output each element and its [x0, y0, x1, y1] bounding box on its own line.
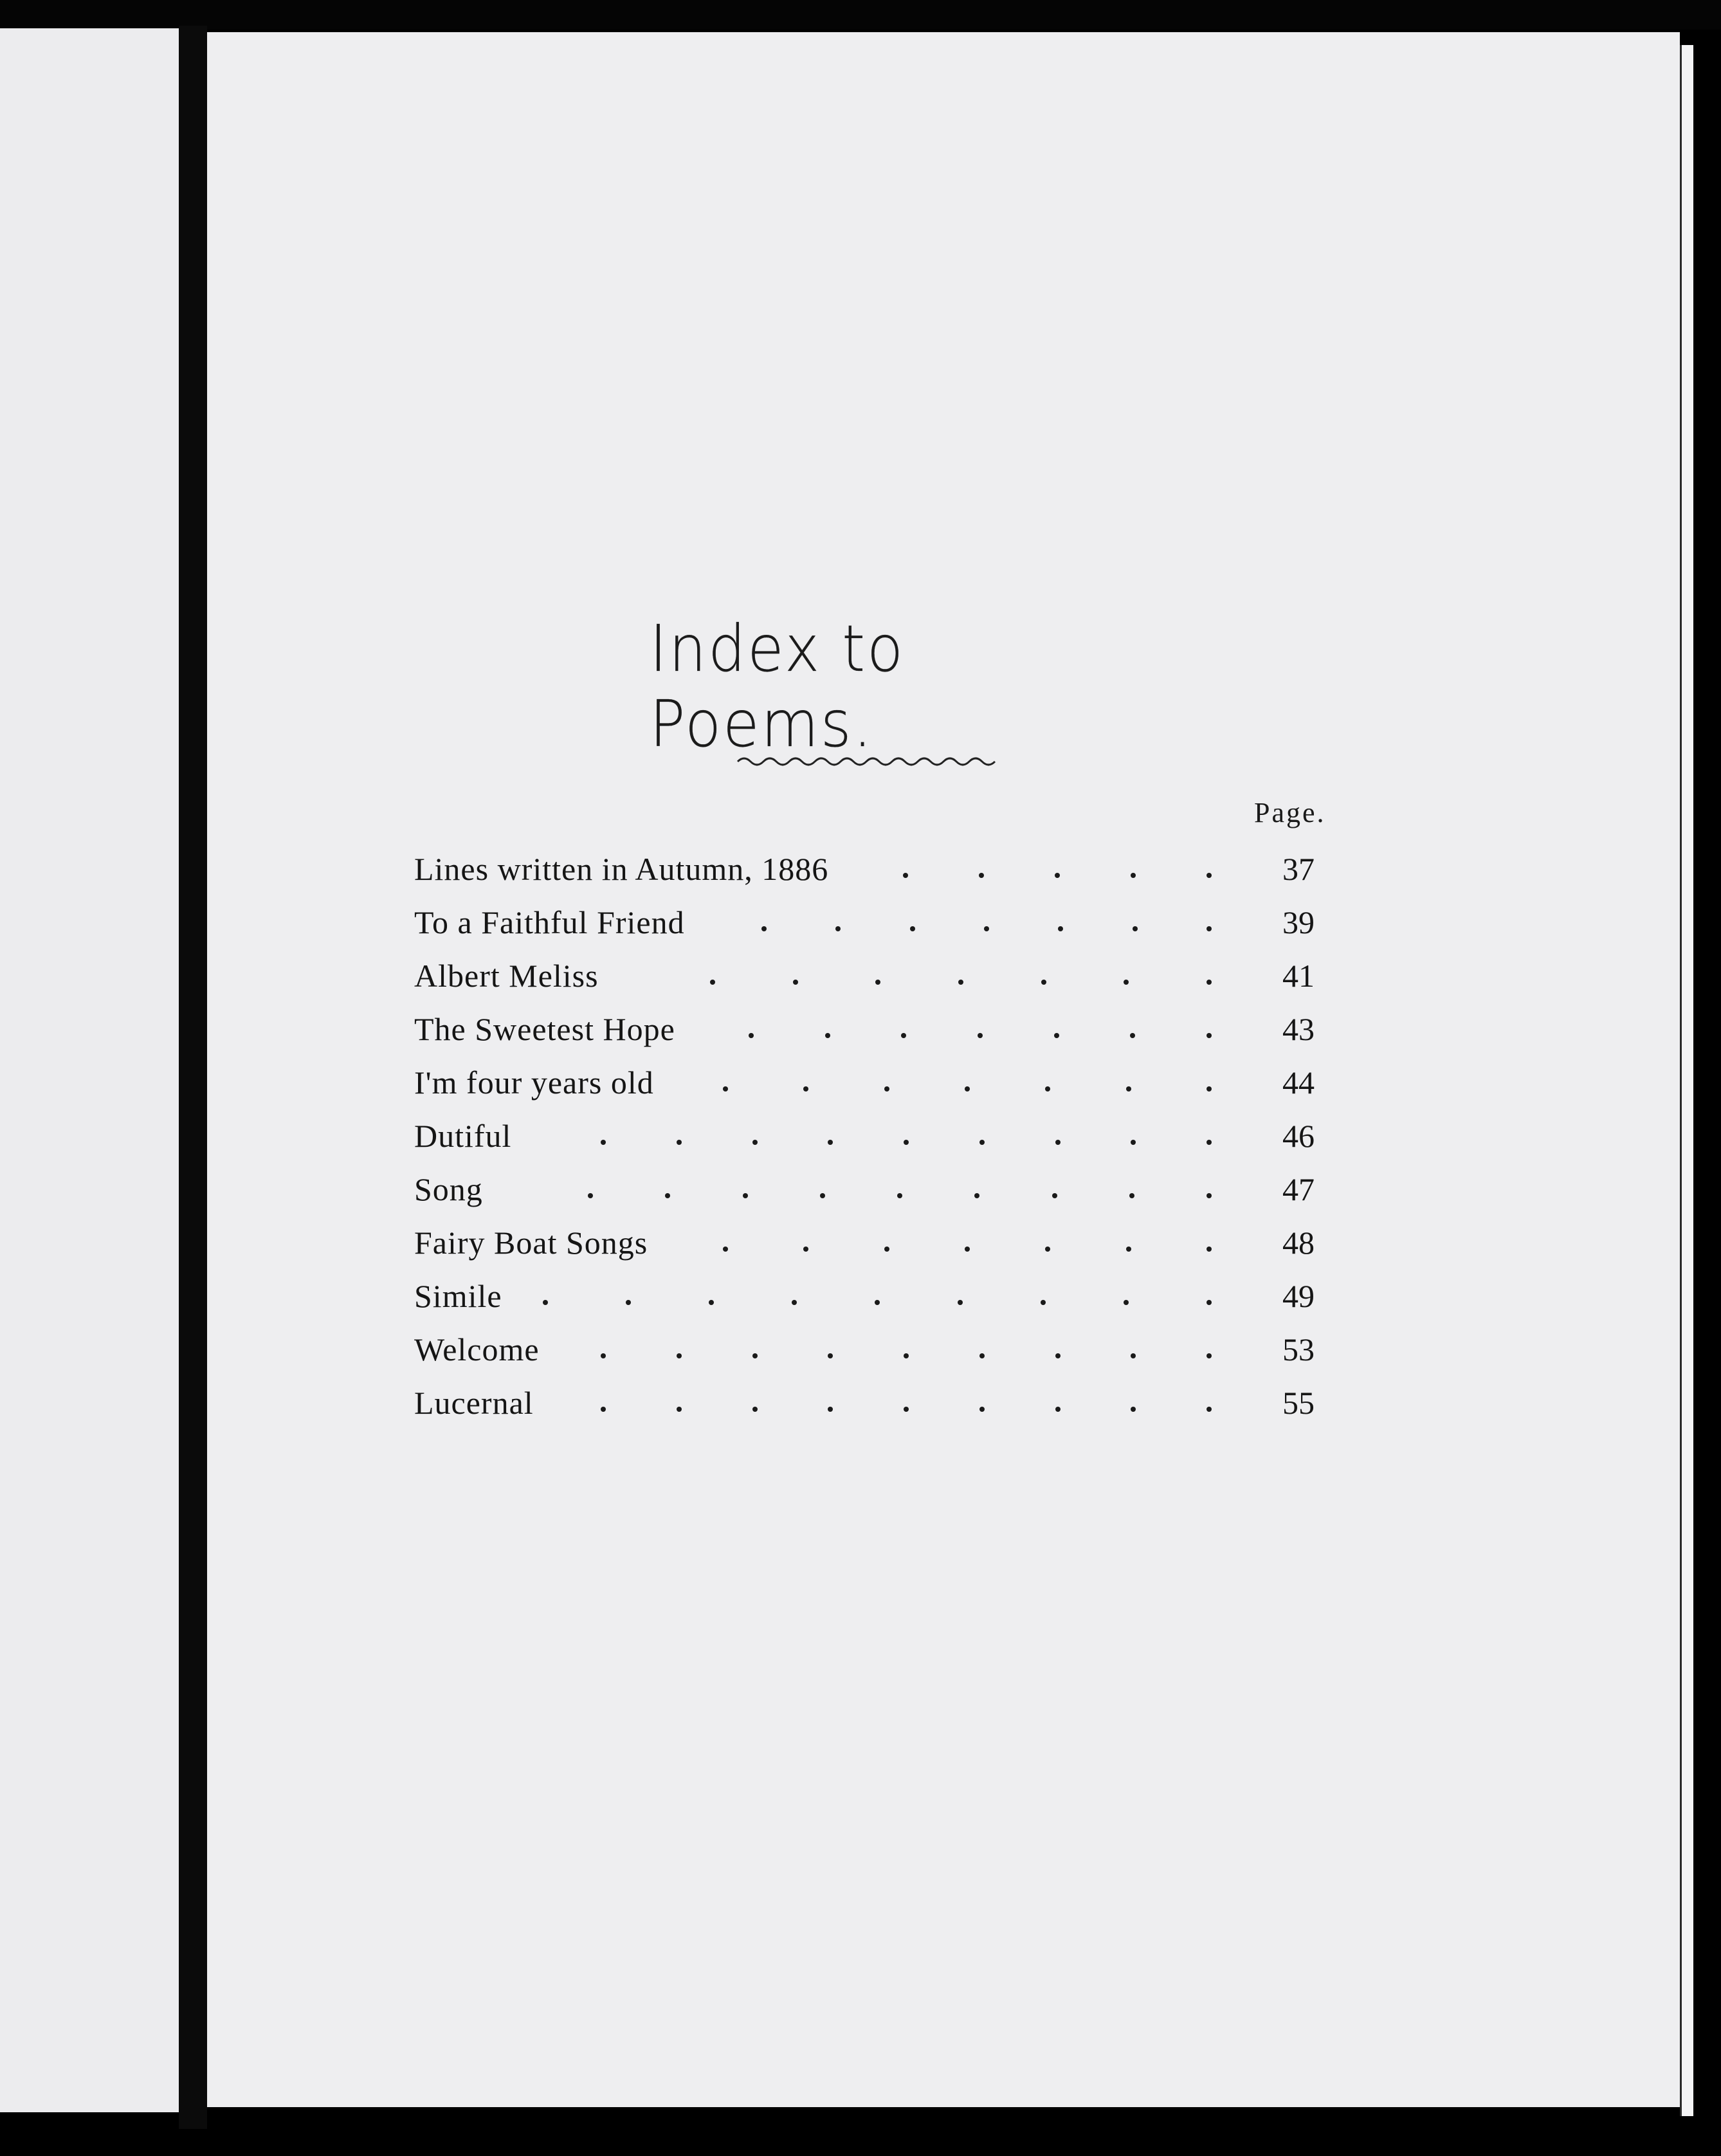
leader-dot — [903, 873, 908, 878]
leader-dot — [1207, 1300, 1212, 1305]
leader-dot — [828, 1140, 833, 1145]
leader-dot — [1045, 1247, 1050, 1252]
leader-dot — [677, 1353, 682, 1358]
leader-dot — [875, 980, 880, 985]
toc-entry — [414, 1331, 1340, 1384]
leader-dot — [965, 1086, 970, 1092]
toc-entry-title: Song — [414, 1171, 483, 1207]
toc-entry-page: 47 — [1282, 1171, 1315, 1207]
leader-dot — [1041, 1300, 1046, 1305]
page-title: Index to Poems. — [650, 611, 905, 762]
leader-dot — [901, 1033, 906, 1038]
leader-dot — [749, 1033, 754, 1038]
dot-leader — [588, 1177, 1212, 1205]
toc-entry-page: 55 — [1282, 1385, 1315, 1421]
leader-dot — [1207, 1033, 1212, 1038]
leader-dot — [1055, 1407, 1061, 1412]
dot-leader — [601, 1124, 1212, 1152]
leader-dot — [1207, 926, 1212, 931]
toc-entry — [414, 1224, 1340, 1277]
leader-dot — [677, 1407, 682, 1412]
leader-dot — [1207, 1247, 1212, 1252]
dot-leader — [543, 1284, 1212, 1312]
dot-leader — [710, 964, 1212, 992]
leader-dot — [761, 926, 767, 931]
leader-dot — [626, 1300, 631, 1305]
leader-dot — [904, 1407, 909, 1412]
leader-dot — [1055, 1353, 1061, 1358]
leader-dot — [835, 926, 841, 931]
leader-dot — [1131, 873, 1136, 878]
leader-dot — [828, 1407, 833, 1412]
leader-dot — [1126, 1247, 1131, 1252]
leader-dot — [601, 1407, 606, 1412]
book-gutter — [179, 26, 207, 2129]
leader-dot — [752, 1407, 758, 1412]
toc-entry-page: 41 — [1282, 958, 1315, 994]
leader-dot — [979, 1353, 985, 1358]
leader-dot — [743, 1193, 748, 1198]
leader-dot — [752, 1353, 758, 1358]
leader-dot — [601, 1140, 606, 1145]
leader-dot — [1130, 1033, 1135, 1038]
leader-dot — [884, 1247, 889, 1252]
leader-dot — [979, 1407, 985, 1412]
toc-entry — [414, 1010, 1340, 1064]
leader-dot — [709, 1300, 714, 1305]
leader-dot — [897, 1193, 902, 1198]
leader-dot — [543, 1300, 548, 1305]
leader-dot — [1129, 1193, 1134, 1198]
toc-entry-title: I'm four years old — [414, 1064, 654, 1101]
toc-entry — [414, 1171, 1340, 1224]
leader-dot — [1207, 1140, 1212, 1145]
leader-dot — [1131, 1140, 1136, 1145]
leader-dot — [1055, 873, 1060, 878]
page-edge — [1680, 45, 1693, 2116]
leader-dot — [1052, 1193, 1057, 1198]
leader-dot — [752, 1140, 758, 1145]
leader-dot — [910, 926, 915, 931]
toc-entry — [414, 1277, 1340, 1331]
leader-dot — [588, 1193, 593, 1198]
leader-dot — [803, 1086, 808, 1092]
toc-entry-page: 39 — [1282, 904, 1315, 940]
leader-dot — [1207, 873, 1212, 878]
leader-dot — [723, 1247, 728, 1252]
leader-dot — [974, 1193, 979, 1198]
leader-dot — [665, 1193, 670, 1198]
dot-leader — [903, 857, 1212, 885]
leader-dot — [820, 1193, 825, 1198]
leader-dot — [965, 1247, 970, 1252]
toc-entry-title: To a Faithful Friend — [414, 904, 685, 940]
leader-dot — [984, 926, 989, 931]
toc-entry-title: Lines written in Autumn, 1886 — [414, 851, 829, 887]
facing-page — [0, 28, 179, 2112]
leader-dot — [710, 980, 715, 985]
leader-dot — [884, 1086, 889, 1092]
toc-entry-page: 37 — [1282, 851, 1315, 887]
leader-dot — [875, 1300, 880, 1305]
leader-dot — [958, 980, 963, 985]
leader-dot — [1207, 1193, 1212, 1198]
toc-entry-page: 53 — [1282, 1331, 1315, 1367]
toc-entry — [414, 1117, 1340, 1171]
page-column-header: Page. — [1254, 797, 1326, 828]
toc-entry-title: Welcome — [414, 1331, 540, 1367]
leader-dot — [904, 1140, 909, 1145]
leader-dot — [1055, 1140, 1061, 1145]
toc-entry — [414, 1384, 1340, 1438]
leader-dot — [1126, 1086, 1131, 1092]
leader-dot — [1207, 980, 1212, 985]
toc-entry-title: Dutiful — [414, 1118, 512, 1154]
scan-top-border — [0, 0, 1721, 30]
toc-entry — [414, 1064, 1340, 1117]
leader-dot — [978, 1033, 983, 1038]
leader-dot — [1058, 926, 1063, 931]
toc-entry-title: Albert Meliss — [414, 958, 599, 994]
toc-entry-title: Lucernal — [414, 1385, 534, 1421]
leader-dot — [1207, 1407, 1212, 1412]
leader-dot — [1054, 1033, 1059, 1038]
ornament-rule — [736, 751, 1000, 771]
leader-dot — [1207, 1353, 1212, 1358]
leader-dot — [793, 980, 798, 985]
leader-dot — [1124, 980, 1129, 985]
leader-dot — [1133, 926, 1138, 931]
toc-entry-page: 48 — [1282, 1225, 1315, 1261]
dot-leader — [723, 1070, 1212, 1099]
leader-dot — [803, 1247, 808, 1252]
leader-dot — [1207, 1086, 1212, 1092]
dot-leader — [761, 910, 1212, 938]
dot-leader — [723, 1230, 1212, 1259]
dot-leader — [601, 1391, 1212, 1419]
leader-dot — [601, 1353, 606, 1358]
leader-dot — [792, 1300, 797, 1305]
leader-dot — [1131, 1353, 1136, 1358]
leader-dot — [958, 1300, 963, 1305]
leader-dot — [1045, 1086, 1050, 1092]
leader-dot — [979, 873, 984, 878]
table-of-contents — [414, 850, 1340, 1438]
leader-dot — [904, 1353, 909, 1358]
leader-dot — [825, 1033, 830, 1038]
leader-dot — [723, 1086, 728, 1092]
toc-entry-page: 43 — [1282, 1011, 1315, 1047]
toc-entry-title: The Sweetest Hope — [414, 1011, 675, 1047]
toc-entry — [414, 850, 1340, 904]
leader-dot — [1124, 1300, 1129, 1305]
dot-leader — [749, 1017, 1212, 1045]
toc-entry-title: Simile — [414, 1278, 502, 1314]
leader-dot — [979, 1140, 985, 1145]
leader-dot — [1041, 980, 1046, 985]
toc-entry-page: 46 — [1282, 1118, 1315, 1154]
toc-entry-title: Fairy Boat Songs — [414, 1225, 648, 1261]
dot-leader — [601, 1337, 1212, 1366]
leader-dot — [677, 1140, 682, 1145]
leader-dot — [828, 1353, 833, 1358]
toc-entry — [414, 957, 1340, 1010]
toc-entry-page: 44 — [1282, 1064, 1315, 1101]
toc-entry — [414, 904, 1340, 957]
toc-entry-page: 49 — [1282, 1278, 1315, 1314]
leader-dot — [1131, 1407, 1136, 1412]
